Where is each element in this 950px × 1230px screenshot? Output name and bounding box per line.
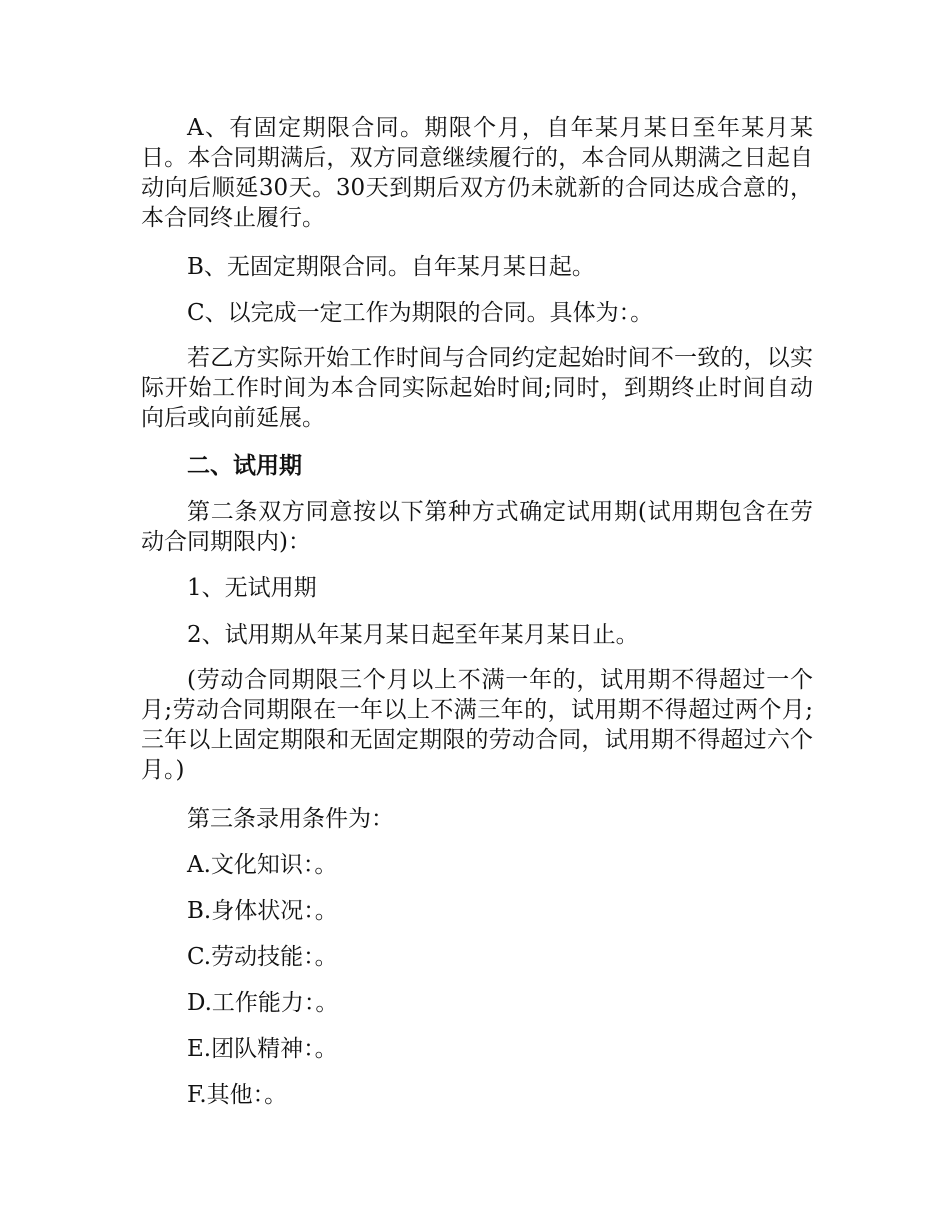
contract-term-open: B、无固定期限合同。自年某月某日起。 (187, 254, 595, 280)
condition-other: F.其他：。 (187, 1082, 288, 1108)
start-date-adjustment: 若乙方实际开始工作时间与合同约定起始时间不一致的，以实际开始工作时间为本合同实际起始时间;同时，到期终止时间自动向后或向前延展。 (141, 345, 813, 431)
condition-knowledge: A.文化知识：。 (187, 852, 338, 878)
probation-clause: 第二条双方同意按以下第种方式确定试用期(试用期包含在劳动合同期限内)： (141, 499, 813, 555)
section-heading: 二、试用期 (187, 453, 302, 479)
condition-skills: C.劳动技能：。 (187, 944, 338, 970)
condition-ability: D.工作能力：。 (187, 990, 339, 1016)
condition-teamwork: E.团队精神：。 (187, 1036, 338, 1062)
contract-term-fixed: A、有固定期限合同。期限个月，自年某月某日至年某月某日。本合同期满后，双方同意继续履行的，本合同从期满之日起自动向后顺延30天。30天到期后双方仍未就新的合同达成合意的，本合同终止履行。 (141, 115, 813, 231)
condition-health: B.身体状况：。 (187, 898, 338, 924)
probation-limits-note: (劳动合同期限三个月以上不满一年的，试用期不得超过一个月;劳动合同期限在一年以上不满三年的，试用期不得超过两个月;三年以上固定期限和无固定期限的劳动合同，试用期不得超过六个月。) (141, 667, 813, 783)
contract-term-task: C、以完成一定工作为期限的合同。具体为：。 (187, 300, 654, 326)
probation-option-1: 1、无试用期 (187, 575, 317, 601)
hiring-conditions-title: 第三条录用条件为： (187, 806, 394, 832)
probation-option-2: 2、试用期从年某月某日起至年某月某日止。 (187, 622, 639, 648)
